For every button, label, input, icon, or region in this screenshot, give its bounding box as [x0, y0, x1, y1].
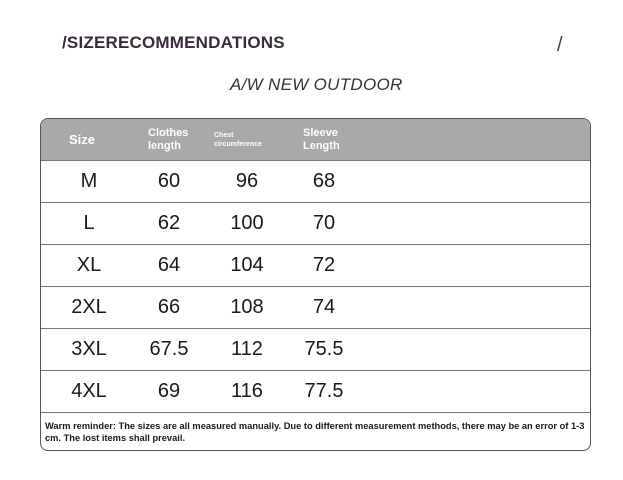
- cell-size: 4XL: [71, 380, 107, 402]
- header-size: Size: [69, 132, 96, 147]
- cell-size: 2XL: [71, 296, 107, 318]
- cell-sleeve: 72: [312, 254, 336, 276]
- warm-reminder-note: Warm reminder: The sizes are all measured manually. Due to different measurement methods, there may be an error of 1-3 cm. The lost items shall prevail.: [41, 412, 590, 451]
- cell-chest: 104: [230, 254, 264, 276]
- header-sleeve-line1: Sleeve: [303, 127, 338, 139]
- cell-chest: 116: [231, 380, 263, 402]
- cell-length: 66: [157, 296, 181, 318]
- cell-sleeve: 77.5: [304, 380, 344, 402]
- page-title: /SIZERECOMMENDATIONS: [62, 33, 285, 52]
- page-subtitle: A/W NEW OUTDOOR: [230, 75, 403, 94]
- cell-size: XL: [76, 254, 102, 276]
- size-table: [40, 118, 591, 451]
- cell-sleeve: 68: [312, 170, 336, 192]
- header-sleeve-length: [303, 127, 340, 153]
- header-chest-line2: circumference: [214, 141, 262, 148]
- header-sleeve-line2: Length: [303, 140, 340, 152]
- table-row: [41, 370, 590, 412]
- cell-sleeve: 70: [312, 212, 336, 234]
- header-clothes-length: [148, 127, 188, 153]
- cell-size: L: [83, 212, 95, 234]
- cell-length: 69: [157, 380, 181, 402]
- cell-chest: 108: [230, 296, 264, 318]
- cell-length: 60: [157, 170, 181, 192]
- cell-length: 62: [157, 212, 181, 234]
- decorative-slash: /: [557, 34, 563, 56]
- cell-chest: 96: [235, 170, 259, 192]
- cell-size: 3XL: [71, 338, 107, 360]
- cell-length: 67.5: [149, 338, 189, 360]
- cell-sleeve: 74: [312, 296, 336, 318]
- header-clothes-length-line2: length: [148, 140, 181, 152]
- table-header: [41, 119, 590, 160]
- cell-size: M: [80, 170, 98, 192]
- cell-chest: 100: [230, 212, 264, 234]
- cell-chest: 112: [231, 338, 263, 360]
- table-row: [41, 286, 590, 328]
- header-chest-circumference: [214, 131, 262, 149]
- table-row: [41, 202, 590, 244]
- header-clothes-length-line1: Clothes: [148, 127, 189, 139]
- cell-length: 64: [157, 254, 181, 276]
- table-row: [41, 244, 590, 286]
- table-row: [41, 160, 590, 202]
- cell-sleeve: 75.5: [304, 338, 344, 360]
- header-chest-line1: Chest: [214, 132, 234, 139]
- table-row: [41, 328, 590, 370]
